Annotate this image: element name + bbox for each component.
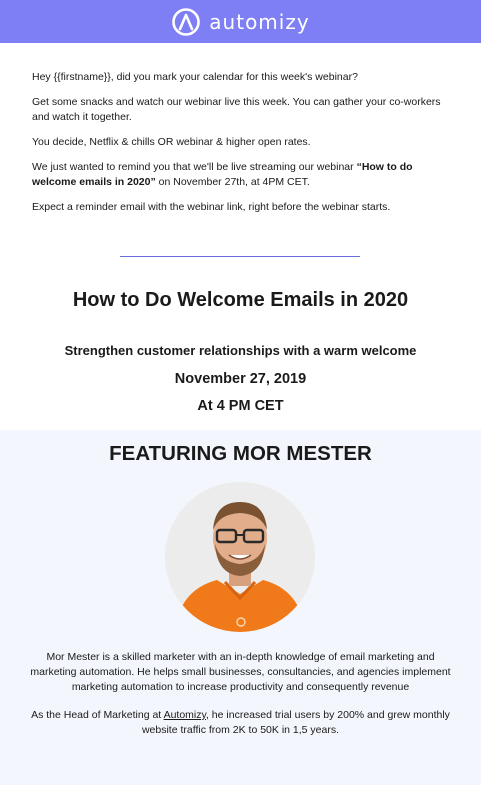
reminder-suffix: on November 27th, at 4PM CET. xyxy=(155,176,310,188)
automizy-logo[interactable] xyxy=(171,7,309,37)
speaker-achievements xyxy=(30,708,451,738)
intro-paragraph-snacks: Get some snacks and watch our webinar live this week. You can gather your co-workers and watch it together. xyxy=(32,96,441,123)
speaker-avatar xyxy=(165,482,315,632)
reminder-prefix: We just wanted to remind you that we'll be live streaming our webinar xyxy=(32,161,357,173)
automizy-logo-icon xyxy=(171,7,201,37)
featuring-title: FEATURING MOR MESTER xyxy=(109,442,372,465)
webinar-title: How to Do Welcome Emails in 2020 xyxy=(72,289,409,311)
intro-paragraph-decide: You decide, Netflix & chills OR webinar & higher open rates. xyxy=(32,136,311,148)
featuring-section xyxy=(0,430,481,785)
achievement-prefix: As the Head of Marketing at xyxy=(31,709,164,721)
divider-line xyxy=(120,256,360,257)
email-header xyxy=(0,0,481,43)
webinar-date: November 27, 2019 xyxy=(174,371,307,387)
achievement-suffix: , he increased trial users by 200% and grew monthly website traffic from 2K to 50K in 1,5 years. xyxy=(141,709,450,736)
intro-paragraph-reminder xyxy=(32,160,452,190)
automizy-link[interactable]: Automizy xyxy=(163,709,206,721)
speaker-bio: Mor Mester is a skilled marketer with an in-depth knowledge of email marketing and marketing automation. He helps small businesses, consultancies, and agencies implement marketing automation to increase productivity and consequently revenue xyxy=(30,651,451,693)
webinar-name-bold: “How to do welcome emails in 2020” xyxy=(32,161,413,188)
speaker-photo-icon xyxy=(165,482,315,632)
brand-name: automizy xyxy=(209,9,310,34)
intro-paragraph-expect: Expect a reminder email with the webinar link, right before the webinar starts. xyxy=(32,201,391,213)
intro-text xyxy=(32,70,452,225)
webinar-time: At 4 PM CET xyxy=(197,398,284,414)
greeting-text: Hey {{firstname}}, did you mark your calendar for this week's webinar? xyxy=(32,71,358,83)
webinar-subtitle: Strengthen customer relationships with a warm welcome xyxy=(64,343,417,358)
